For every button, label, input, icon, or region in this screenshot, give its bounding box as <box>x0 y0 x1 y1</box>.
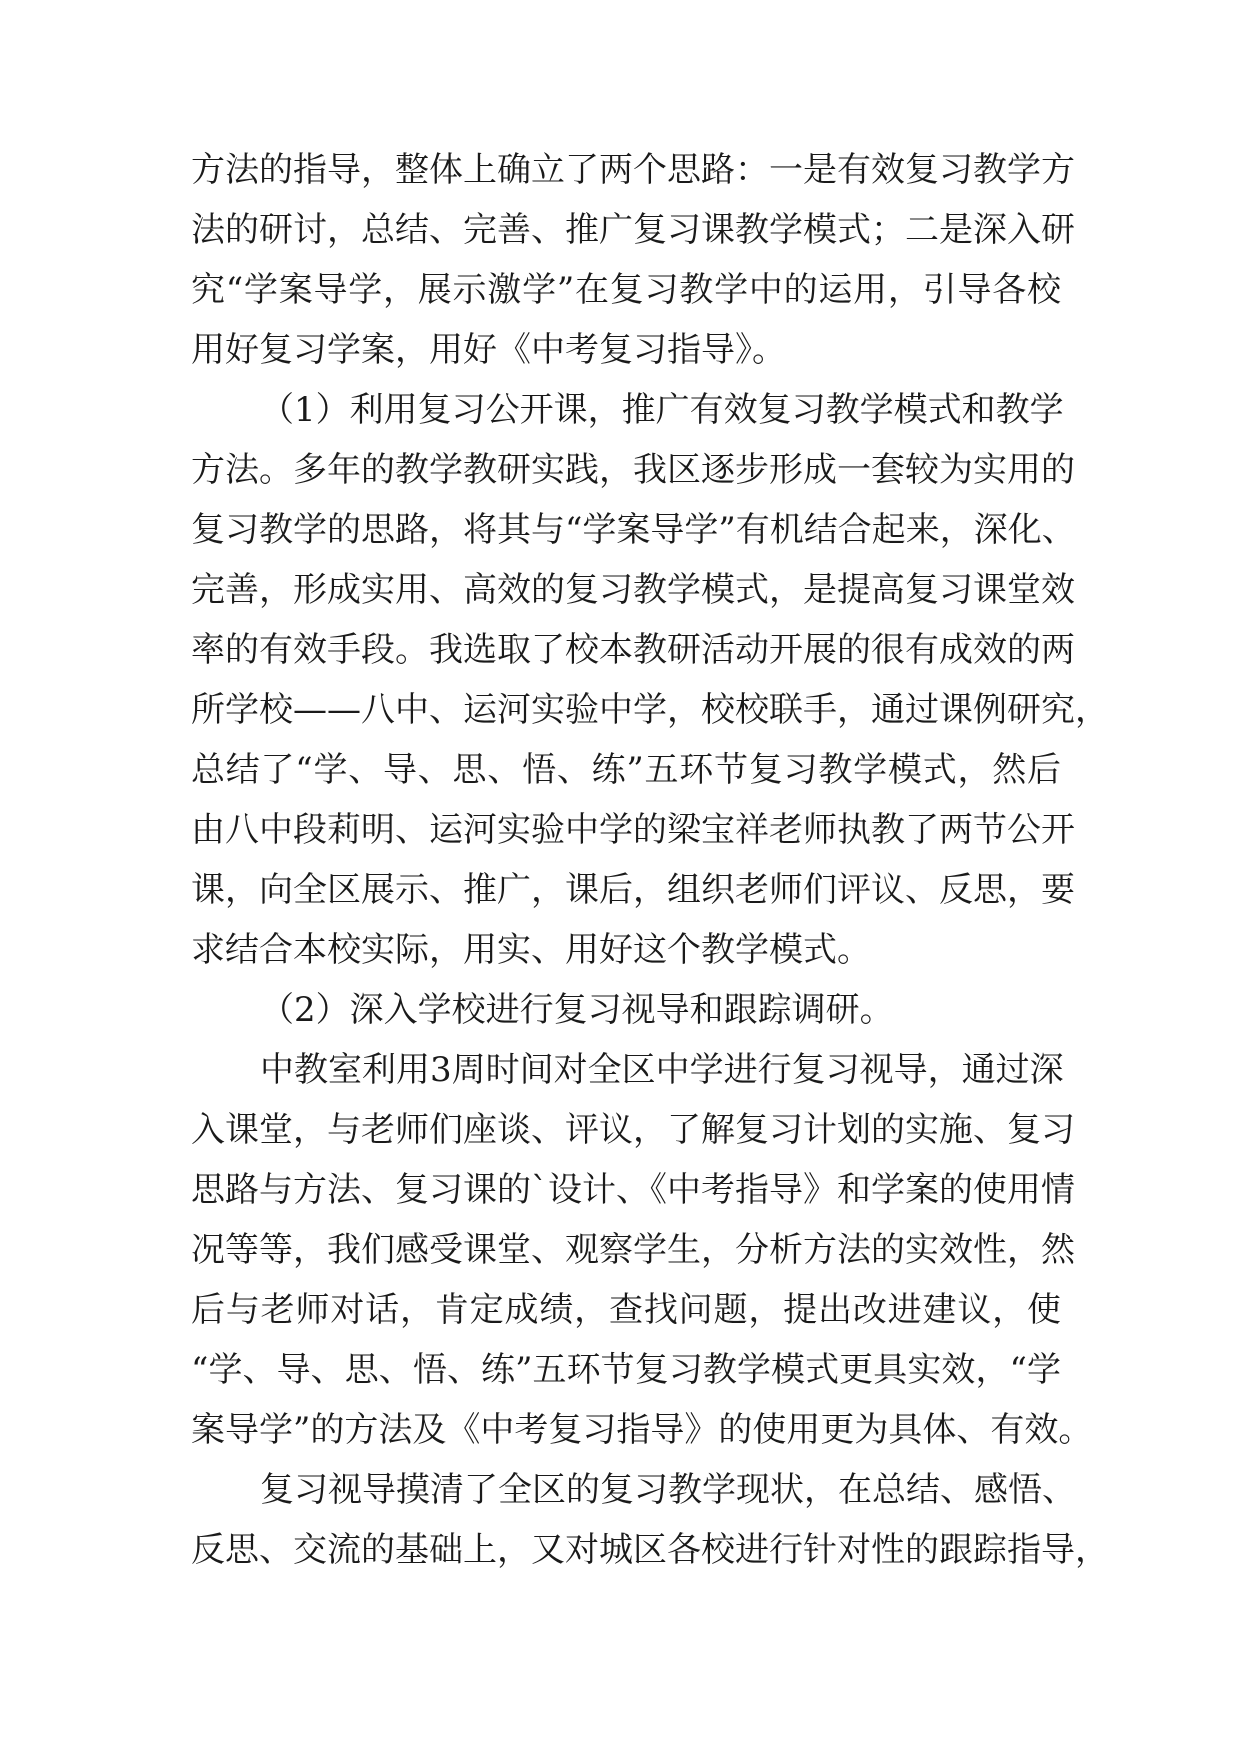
text-line: 中教室利用3周时间对全区中学进行复习视导，通过深 <box>260 1050 1064 1090</box>
text-line: 完善，形成实用、高效的复习教学模式，是提高复习课堂效 <box>191 570 1075 610</box>
text-line: 由八中段莉明、运河实验中学的梁宝祥老师执教了两节公开 <box>191 810 1075 850</box>
text-line: 思路与方法、复习课的`设计、《中考指导》和学案的使用情 <box>191 1170 1075 1210</box>
text-line: 况等等，我们感受课堂、观察学生，分析方法的实效性，然 <box>191 1230 1075 1270</box>
text-line: 反思、交流的基础上，又对城区各校进行针对性的跟踪指导， <box>191 1530 1109 1570</box>
text-line: 方法。多年的教学教研实践，我区逐步形成一套较为实用的 <box>191 450 1075 490</box>
text-line: 所学校——八中、运河实验中学，校校联手，通过课例研究， <box>191 690 1109 730</box>
text-line: 究“学案导学，展示激学”在复习教学中的运用，引导各校 <box>191 270 1061 310</box>
text-line: 课，向全区展示、推广，课后，组织老师们评议、反思，要 <box>191 870 1075 910</box>
text-line: 后与老师对话，肯定成绩，查找问题，提出改进建议，使 <box>191 1290 1061 1330</box>
text-line: 法的研讨，总结、完善、推广复习课教学模式；二是深入研 <box>191 210 1075 250</box>
text-line: “学、导、思、悟、练”五环节复习教学模式更具实效，“学 <box>191 1350 1061 1390</box>
text-line: 率的有效手段。我选取了校本教研活动开展的很有成效的两 <box>191 630 1075 670</box>
text-line: 复习教学的思路，将其与“学案导学”有机结合起来，深化、 <box>191 510 1076 550</box>
text-line: 入课堂，与老师们座谈、评议，了解复习计划的实施、复习 <box>191 1110 1075 1150</box>
text-line: 案导学”的方法及《中考复习指导》的使用更为具体、有效。 <box>191 1410 1093 1450</box>
text-line: 方法的指导，整体上确立了两个思路：一是有效复习教学方 <box>191 150 1075 190</box>
text-line: 用好复习学案，用好《中考复习指导》。 <box>191 330 786 370</box>
text-line: 总结了“学、导、思、悟、练”五环节复习教学模式，然后 <box>191 750 1061 790</box>
text-line: （2）深入学校进行复习视导和跟踪调研。 <box>260 990 894 1030</box>
text-line: 求结合本校实际，用实、用好这个教学模式。 <box>191 930 871 970</box>
text-line: 复习视导摸清了全区的复习教学现状，在总结、感悟、 <box>260 1470 1076 1510</box>
text-line: （1）利用复习公开课，推广有效复习教学模式和教学 <box>260 390 1064 430</box>
